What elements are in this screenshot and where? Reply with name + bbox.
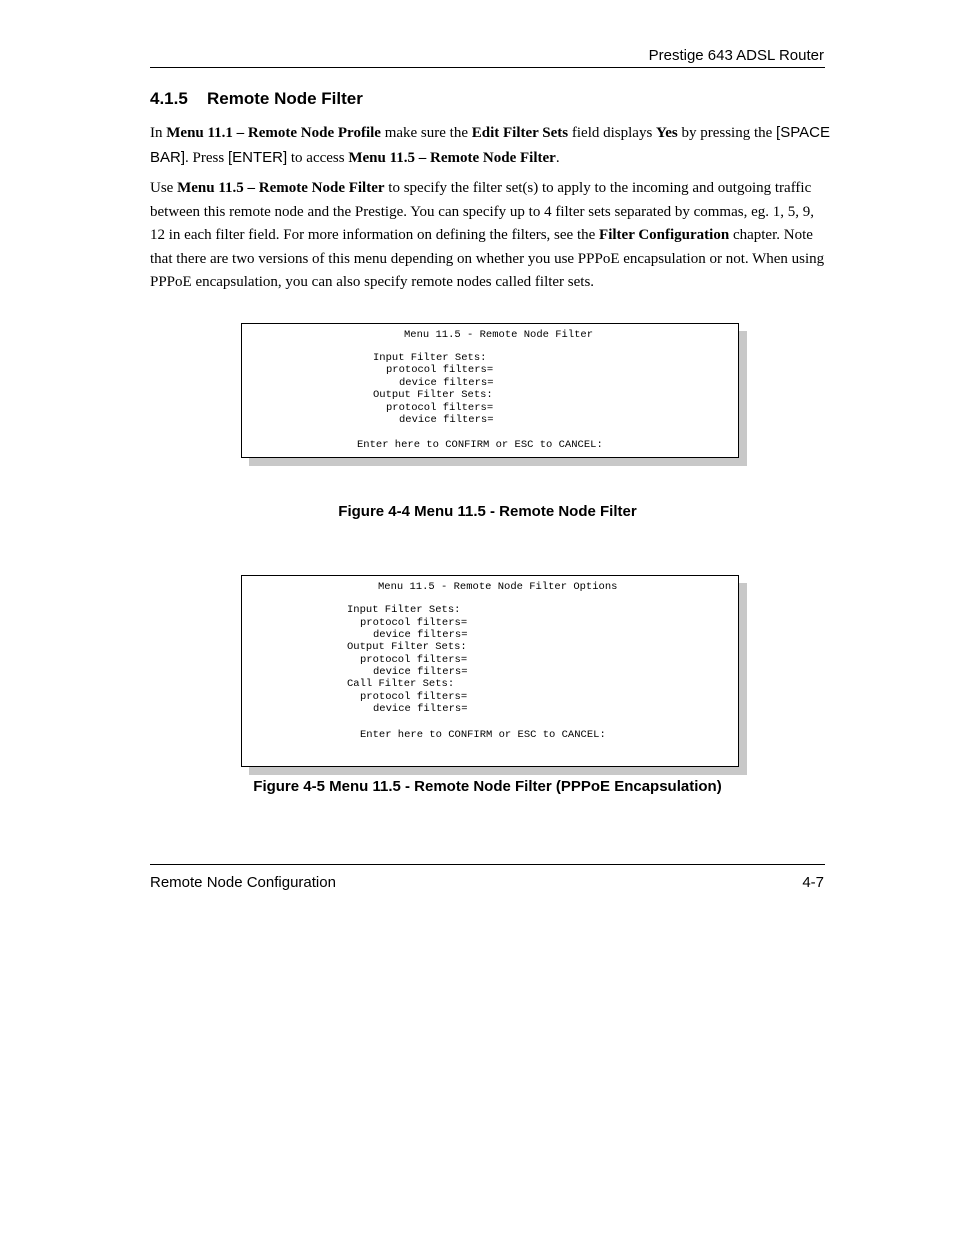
- text-run: to specify the filter set(s) to apply to the incoming and outgoing traffic between this remote node and the Prestige. You can specify up to 4 filter sets separated by commas, eg. 1, 5, 9, 12 in each filter field. For more information on defining the filters, see the: [150, 180, 815, 243]
- text-run: Use: [150, 180, 178, 196]
- output-protocol-filters-field: protocol filters=: [386, 402, 494, 414]
- footer-chapter: Remote Node Configuration: [150, 874, 336, 891]
- value-reference: Yes: [656, 125, 678, 141]
- header-rule: [150, 67, 825, 68]
- section-number: 4.1.5: [150, 89, 188, 108]
- input-filter-sets-label: Input Filter Sets:: [347, 604, 461, 616]
- menu-title: Menu 11.5 - Remote Node Filter: [404, 329, 594, 341]
- section-title: Remote Node Filter: [207, 89, 363, 108]
- terminal-box: [241, 323, 739, 458]
- menu-reference: Menu 11.5 – Remote Node Filter: [348, 149, 556, 166]
- output-device-filters-field: device filters=: [373, 666, 468, 678]
- text-run: .: [555, 149, 560, 166]
- input-device-filters-field: device filters=: [399, 377, 494, 389]
- menu-title: Menu 11.5 - Remote Node Filter Options: [378, 581, 618, 593]
- footer-rule: [150, 864, 825, 865]
- running-header: Prestige 643 ADSL Router: [648, 47, 824, 64]
- call-device-filters-field: device filters=: [373, 703, 468, 715]
- chapter-reference: Filter Configuration: [599, 227, 730, 243]
- confirm-prompt: Enter here to CONFIRM or ESC to CANCEL:: [357, 439, 603, 451]
- text-run: In: [150, 125, 167, 141]
- figure-4-5-caption: Figure 4-5 Menu 11.5 - Remote Node Filter (PPPoE Encapsulation): [253, 778, 722, 795]
- text-run: . Press: [185, 149, 228, 166]
- call-filter-sets-label: Call Filter Sets:: [347, 678, 455, 690]
- section-heading: [150, 89, 363, 109]
- description-paragraph: [150, 177, 830, 295]
- figure-4-4-caption: Figure 4-4 Menu 11.5 - Remote Node Filter: [338, 503, 637, 520]
- call-protocol-filters-field: protocol filters=: [360, 691, 468, 703]
- field-reference: Edit Filter Sets: [471, 125, 569, 141]
- page-number: 4-7: [802, 874, 824, 891]
- key-reference: [SPACE BAR]: [150, 124, 830, 166]
- input-protocol-filters-field: protocol filters=: [360, 617, 468, 629]
- menu-reference: Menu 11.1 – Remote Node Profile: [166, 125, 381, 141]
- confirm-prompt: Enter here to CONFIRM or ESC to CANCEL:: [360, 729, 606, 741]
- text-run: field displays: [568, 125, 657, 141]
- terminal-box: [241, 575, 739, 767]
- figure-4-5-screen: [241, 575, 739, 767]
- output-filter-sets-label: Output Filter Sets:: [347, 641, 467, 653]
- key-reference: [ENTER]: [227, 148, 288, 166]
- input-protocol-filters-field: protocol filters=: [386, 364, 494, 376]
- text-run: by pressing the: [677, 125, 777, 141]
- output-device-filters-field: device filters=: [399, 414, 494, 426]
- output-protocol-filters-field: protocol filters=: [360, 654, 468, 666]
- input-filter-sets-label: Input Filter Sets:: [373, 352, 487, 364]
- figure-4-4-screen: [241, 323, 739, 458]
- input-device-filters-field: device filters=: [373, 629, 468, 641]
- text-run: to access: [287, 149, 349, 166]
- output-filter-sets-label: Output Filter Sets:: [373, 389, 493, 401]
- menu-reference: Menu 11.5 – Remote Node Filter: [177, 180, 385, 196]
- text-run: make sure the: [380, 125, 472, 141]
- text-run: chapter. Note that there are two versions of this menu depending on whether you use PPPoE encapsulation or not. When using PPPoE encapsulation, you can also specify remote nodes called filter sets.: [150, 227, 825, 290]
- intro-paragraph: [150, 121, 830, 170]
